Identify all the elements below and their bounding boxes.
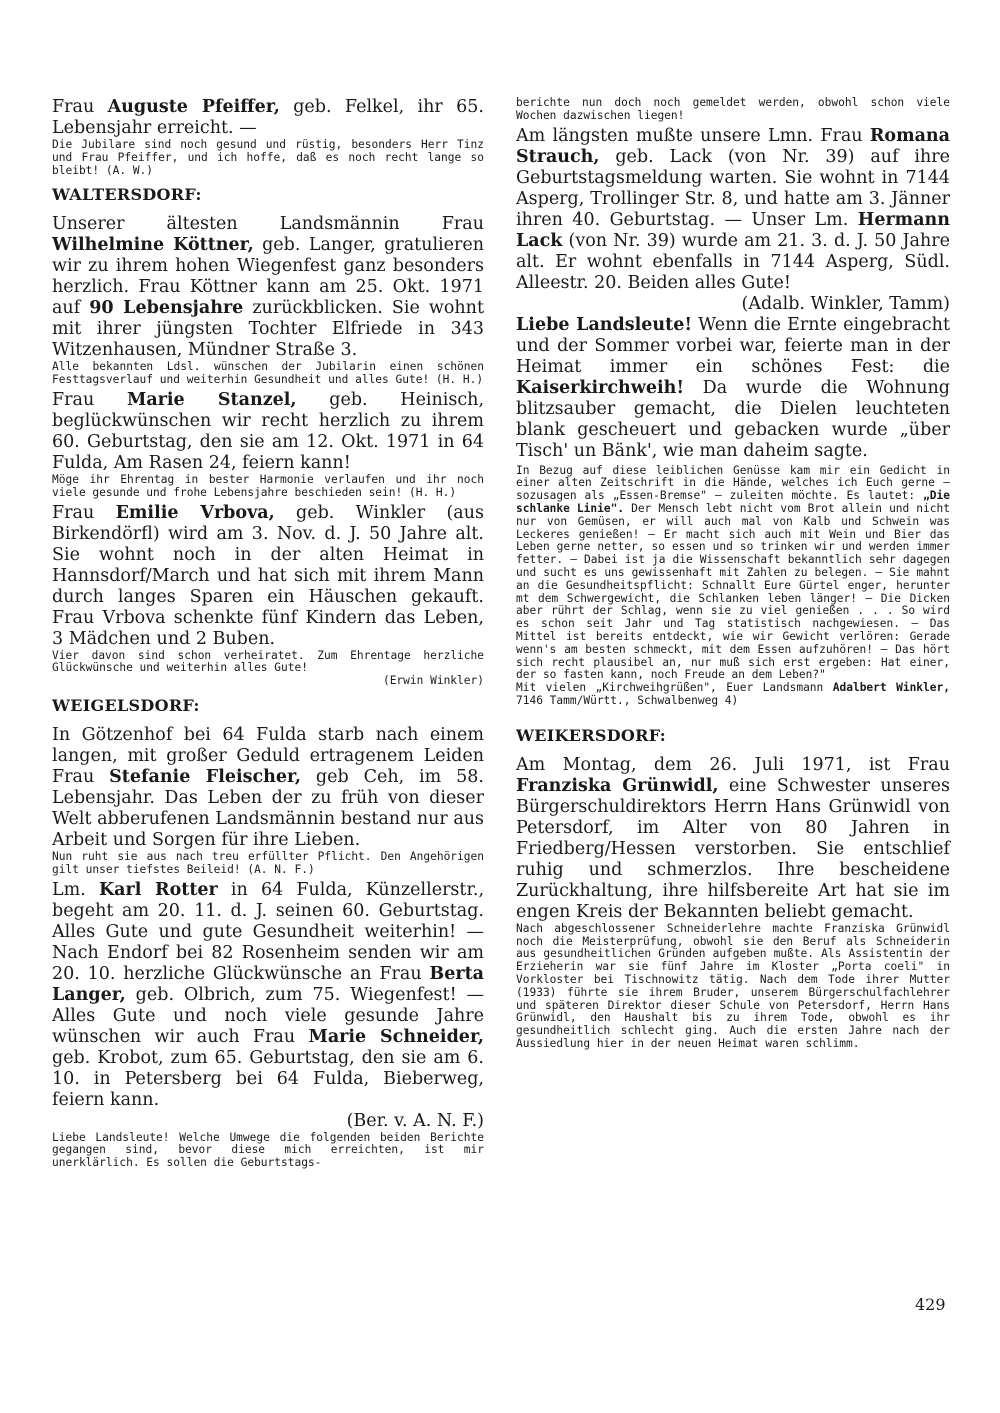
note: Möge ihr Ehrentag in bester Harmonie verlaufen und ihr noch viele gesunde und frohe Lebensjahre beschieden sein! (H. H.) [52,472,484,499]
section-heading: WEIKERSDORF: [516,725,667,745]
paragraph: Frau Auguste Pfeiffer, geb. Felkel, ihr 65. Lebensjahr erreicht. — [52,97,484,138]
paragraph: Unserer ältesten Landsmännin Frau Wilhelmine Köttner, geb. Langer, gratulieren wir zu ihrem hohen Wiegenfest ganz besonders herzlich. Frau Köttner kann am 25. Okt. 1971 auf 90 Lebensjahre zurückblicken. Sie wohnt mit ihrer jüngsten Tochter Elfriede in 343 Witzenhausen, Mündner Straße 3. [52,214,485,361]
paragraph: Am Montag, dem 26. Juli 1971, ist Frau Franziska Grünwidl, eine Schwester unseres Bürgerschuldirektors Herrn Hans Grünwidl von Petersdorf, im Alter von 80 Jahren in Friedberg/Hessen verstorben. Sie entschlief ruhig und schmerzlos. Ihre bescheidene Zurückhaltung, ihre hilfsbereite Art hat sie im engen Kreis der Bekannten beliebt gemacht. [516,754,950,922]
paragraph: Frau Marie Stanzel, geb. Heinisch, beglückwünschen wir recht herzlich zu ihrem 60. Geburtstag, den sie am 12. Okt. 1971 in 64 Fulda, Am Rasen 24, feiern kann! [52,389,485,473]
note: Alle bekannten Ldsl. wünschen der Jubilarin einen schönen Festtagsverlauf und weiterhin Gesundheit und alles Gute! (H. H.) [52,360,484,387]
left-column [52,97,484,1170]
paragraph: Lm. Karl Rotter in 64 Fulda, Künzellerstr., begeht am 20. 11. d. J. seinen 60. Geburtstag. Alles Gute und gute Gesundheit weiterhin! — Nach Endorf bei 82 Rosenheim senden wir am 20. 10. herzliche Glückwünsche an Frau Berta Langer, geb. Olbrich, zum 75. Wiegenfest! — Alles Gute und noch viele gesunde Jahre wünschen wir auch Frau Marie Schneider, geb. Krobot, zum 65. Geburtstag, den sie am 6. 10. in Petersberg bei 64 Fulda, Bieberweg, feiern kann. [52,879,485,1110]
paragraph: In Götzenhof bei 64 Fulda starb nach einem langen, mit großer Geduld ertragenem Leiden Frau Stefanie Fleischer, geb Ceh, im 58. Lebensjahr. Das Leben der zu früh von dieser Welt abberufenen Landsmännin bestand nur aus Arbeit und Sorgen für ihre Lieben. [52,724,484,850]
note: Nun ruht sie aus nach treu erfüllter Pflicht. Den Angehörigen gilt unser tiefstes Beileid! (A. N. F.) [52,849,484,876]
signature: (Adalb. Winkler, Tamm) [741,293,950,314]
signature: (Erwin Winkler) [382,674,484,688]
signature: (Ber. v. A. N. F.) [346,1110,484,1131]
right-column [516,97,950,1051]
paragraph: Am längsten mußte unsere Lmn. Frau Romana Strauch, geb. Lack (von Nr. 39) auf ihre Geburtstagsmeldung warten. Sie wohnt in 7144 Asperg, Trollinger Str. 8, und hatte am 3. Jänner ihren 40. Geburtstag. — Unser Lm. Hermann Lack (von Nr. 39) wurde am 21. 3. d. J. 50 Jahre alt. Er wohnt ebenfalls in 7144 Asperg, Südl. Alleestr. 20. Beiden alles Gute! [516,125,950,293]
note: Liebe Landsleute! Welche Umwege die folgenden beiden Berichte gegangen sind, bevor diese mich erreichten, ist mir unerklärlich. Es sollen die Geburtstags- [52,1130,484,1170]
note: Vier davon sind schon verheiratet. Zum Ehrentage herzliche Glückwünsche und weiterhin alles Gute! [52,648,484,675]
page-number: 429 [915,1295,946,1314]
paragraph: Liebe Landsleute! Wenn die Ernte eingebracht und der Sommer vorbei war, feierte man in der Heimat immer ein schönes Fest: die Kaiserkirchweih! Da wurde die Wohnung blitzsauber gemacht, die Dielen leuchteten blank gescheuert und gebacken wurde „über Tisch' un Bänk', wie man daheim sagte. [516,314,950,461]
note: Nach abgeschlossener Schneiderlehre machte Franziska Grünwidl noch die Meisterprüfung, obwohl sie den Beruf als Schneiderin aus gesundheitlichen Gründen aufgeben mußte. Als Assistentin der Erzieherin war sie fünf Jahre im Kloster „Porta coeli" in Vorkloster bei Tischnowitz tätig. Nach dem Tode ihrer Mutter (1933) führte sie ihrem Bruder, unserem Bürgerschulfachlehrer und späteren Direktor dieser Schule von Petersdorf, Herrn Hans Grünwidl, den Haushalt bis zu ihrem Tode, obwohl es ihr gesundheitlich schlecht ging. Auch die ersten Jahre nach der Aussiedlung hier in der neuen Heimat waren schlimm. [516,921,950,1050]
paragraph: Frau Emilie Vrbova, geb. Winkler (aus Birkendörfl) wird am 3. Nov. d. J. 50 Jahre alt. Sie wohnt noch in der alten Heimat in Hannsdorf/March und hat sich mit ihrem Mann durch langes Sparen ein Häuschen gekauft. Frau Vrbova schenkte fünf Kindern das Leben, 3 Mädchen und 2 Buben. [52,502,484,649]
note: Die Jubilare sind noch gesund und rüstig, besonders Herr Tinz und Frau Pfeiffer, und ich hoffe, daß es noch recht lange so bleibt! (A. W.) [52,138,484,177]
section-heading: WALTERSDORF: [52,185,202,205]
note: berichte nun doch noch gemeldet werden, obwohl schon viele Wochen dazwischen liegen! [516,96,950,122]
section-heading: WEIGELSDORF: [52,695,200,715]
poem-note: In Bezug auf diese leiblichen Genüsse kam mir ein Gedicht in einer alten Zeitschrift in die Hände, welches ich Euch gerne – sozusagen als „Essen-Bremse" – zuleiten möchte. Es lautet: „Die schlanke Linie". Der Mensch lebt nicht vom Brot allein und nicht nur von Gemüsen, er will auch mal von Kalb und Schwein was Leckeres genießen! – Er macht sich auch mit Wein und Bier das Leben gerne netter, so essen und so trinken wir und werden immer fetter. – Dabei ist ja die Wissenschaft bekanntlich sehr dagegen und sucht es uns gewissenhaft mit Zahlen zu belegen. – Sie mahnt an die Gesundheitspflicht: Schnallt Eure Gürtel enger, herunter mt dem Schwergewicht, die Schlanken leben länger! – Die Dicken aber rührt der Schlag, wenn sie zu viel genießen . . . So wird es schon seit Jahr und Tag statistisch nachgewiesen. – Das Mittel ist bereits entdeckt, wie wir Gewicht verlören: Gerade wenn's am besten schmeckt, mit dem Essen aufzuhören! – Das hört sich recht plausibel an, nur muß sich erst ergeben: Hat einer, der so fasten kann, noch Freude an dem Leben?" [516,463,950,682]
note: Mit vielen „Kirchweihgrüßen", Euer Landsmann Adalbert Winkler, 7146 Tamm/Württ., Schwalbenweg 4) [516,681,950,707]
